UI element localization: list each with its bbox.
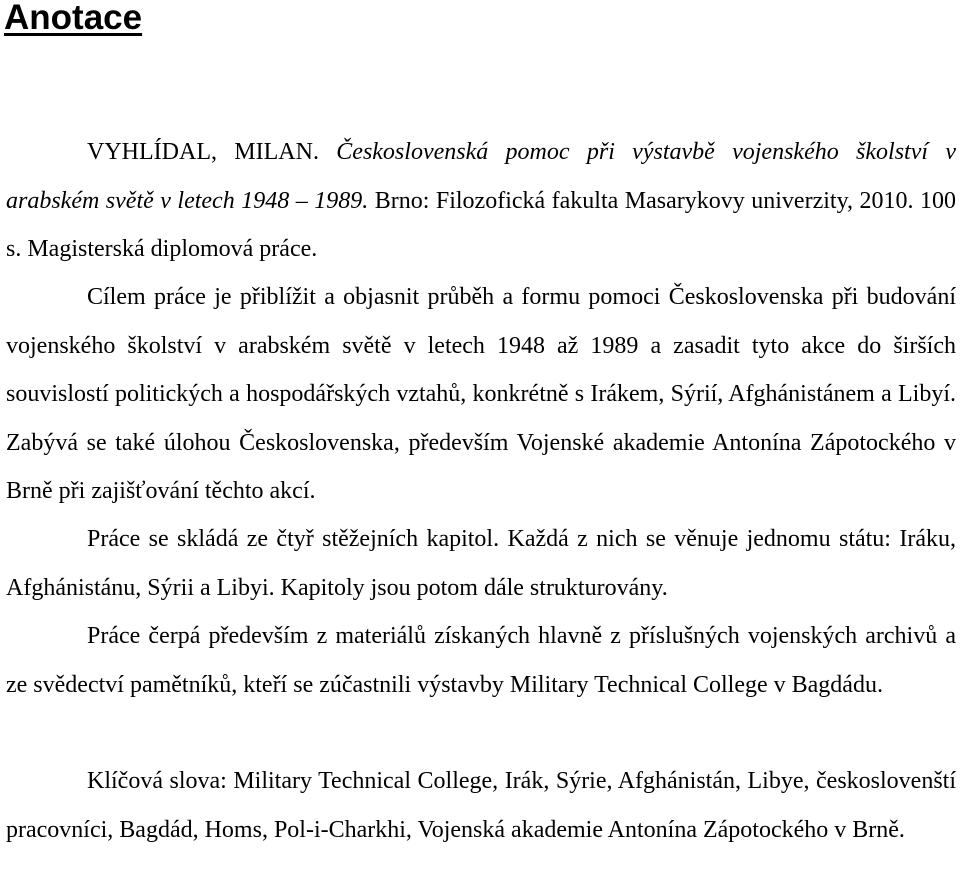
- sources-paragraph: Práce čerpá především z materiálů získaných hlavně z příslušných vojenských archivů a ze svědectví pamětníků, kteří se zúčastnili výstavby Military Technical College v Bagdádu.: [6, 623, 956, 698]
- structure-paragraph: Práce se skládá ze čtyř stěžejních kapitol. Každá z nich se věnuje jednomu státu: Iráku, Afghánistánu, Sýrii a Libyi. Kapitoly jsou potom dále strukturovány.: [6, 526, 956, 601]
- citation-work-title: Československá pomoc při výstavbě vojenského školství v arabském světě v letech 1948 – 1989.: [6, 139, 957, 214]
- keywords-paragraph: Klíčová slova: Military Technical College, Irák, Sýrie, Afghánistán, Libye, českoslovenští pracovníci, Bagdád, Homs, Pol-i-Charkhi, Vojenská akademie Antonína Zápotockého v Brně.: [6, 768, 956, 843]
- citation-paragraph: [6, 128, 956, 274]
- citation-publisher: Brno: Filozofická fakulta Masarykovy univerzity, 2010. 100 s. Magisterská diplomová práce.: [6, 187, 956, 262]
- page-title: Anotace: [4, 0, 143, 37]
- citation-author: VYHLÍDAL, MILAN.: [87, 139, 319, 165]
- aim-paragraph: Cílem práce je přiblížit a objasnit průběh a formu pomoci Československa při budování vojenského školství v arabském světě v letech 1948 až 1989 a zasadit tyto akce do širších souvislostí politických a hospodářských vztahů, konkrétně s Irákem, Sýrií, Afghánistánem a Libyí. Zabývá se také úlohou Československa, především Vojenské akademie Antonína Zápotockého v Brně při zajišťování těchto akcí.: [6, 284, 956, 504]
